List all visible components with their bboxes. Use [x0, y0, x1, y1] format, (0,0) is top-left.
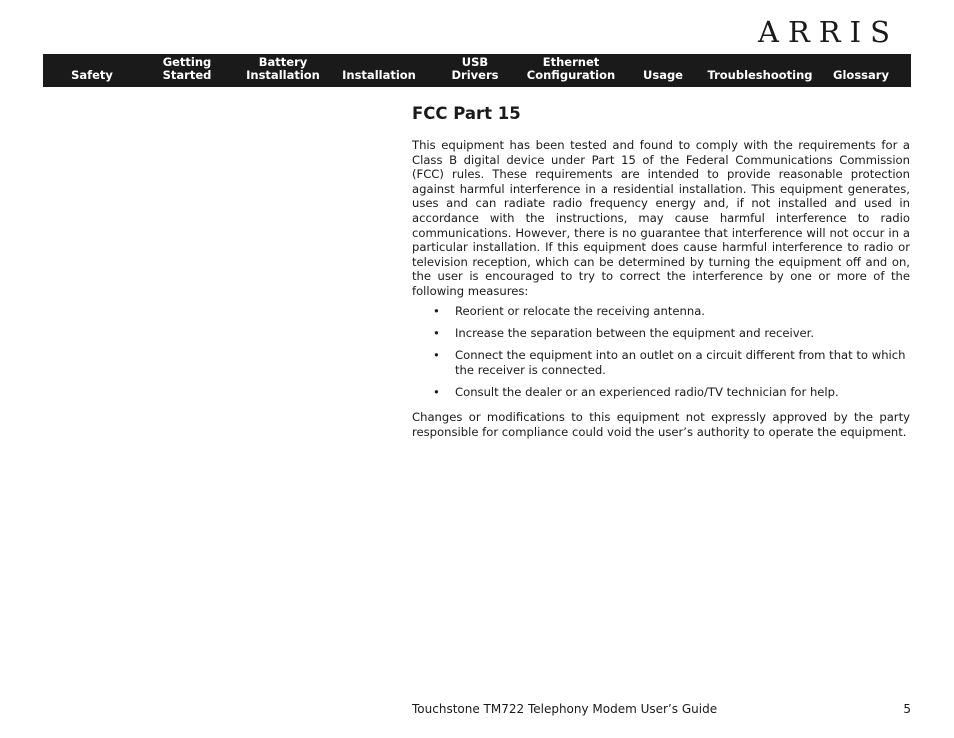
nav-safety[interactable]: Safety: [71, 68, 113, 82]
nav-bar: [43, 54, 911, 87]
measure-text: Connect the equipment into an outlet on a circuit different from that to which the receiver is connected.: [455, 347, 906, 377]
nav-glossary[interactable]: Glossary: [833, 68, 889, 82]
nav-installation[interactable]: Installation: [342, 68, 416, 82]
list-item: [412, 385, 910, 400]
footer-doc-title: Touchstone TM722 Telephony Modem User’s Guide: [412, 702, 718, 716]
intro-paragraph: This equipment has been tested and found to comply with the requirements for a Class B digital device under Part 15 of the Federal Communications Commission (FCC) rules. These requirements are intended to provide reasonable protection against harmful interference in a residential installation. This equipment generates, uses and can radiate radio frequency energy and, if not installed and used in accordance with the instructions, may cause harmful interference to radio communications. However, there is no guarantee that interference will not occur in a particular installation. If this equipment does cause harmful interference to radio or television reception, which can be determined by turning the equipment off and on, the user is encouraged to try to correct the interference by one or more of the following measures:: [412, 138, 910, 298]
nav-getting-started[interactable]: Getting Started: [162, 55, 212, 82]
bullet-icon: •: [433, 325, 440, 340]
list-item: [412, 304, 910, 319]
nav-usage[interactable]: Usage: [643, 68, 683, 82]
list-item: [412, 348, 910, 377]
page-number: 5: [903, 702, 911, 716]
arris-logo: ARRIS: [758, 15, 899, 49]
bullet-icon: •: [433, 347, 440, 362]
measure-text: Reorient or relocate the receiving antenna.: [455, 304, 705, 318]
measure-text: Consult the dealer or an experienced radio/TV technician for help.: [455, 384, 839, 399]
closing-paragraph: Changes or modifications to this equipment not expressly approved by the party responsible for compliance could void the user’s authority to operate the equipment.: [412, 410, 910, 439]
section-heading: FCC Part 15: [412, 104, 521, 123]
bullet-icon: •: [433, 304, 440, 318]
nav-troubleshooting[interactable]: Troubleshooting: [707, 68, 813, 82]
bullet-icon: •: [433, 384, 440, 399]
measure-text: Increase the separation between the equipment and receiver.: [455, 325, 815, 340]
list-item: [412, 326, 910, 341]
nav-usb-drivers[interactable]: USB Drivers: [451, 55, 499, 82]
nav-ethernet-configuration[interactable]: Ethernet Configuration: [526, 55, 616, 82]
nav-battery-installation[interactable]: Battery Installation: [246, 55, 320, 82]
measures-list: [412, 304, 910, 407]
